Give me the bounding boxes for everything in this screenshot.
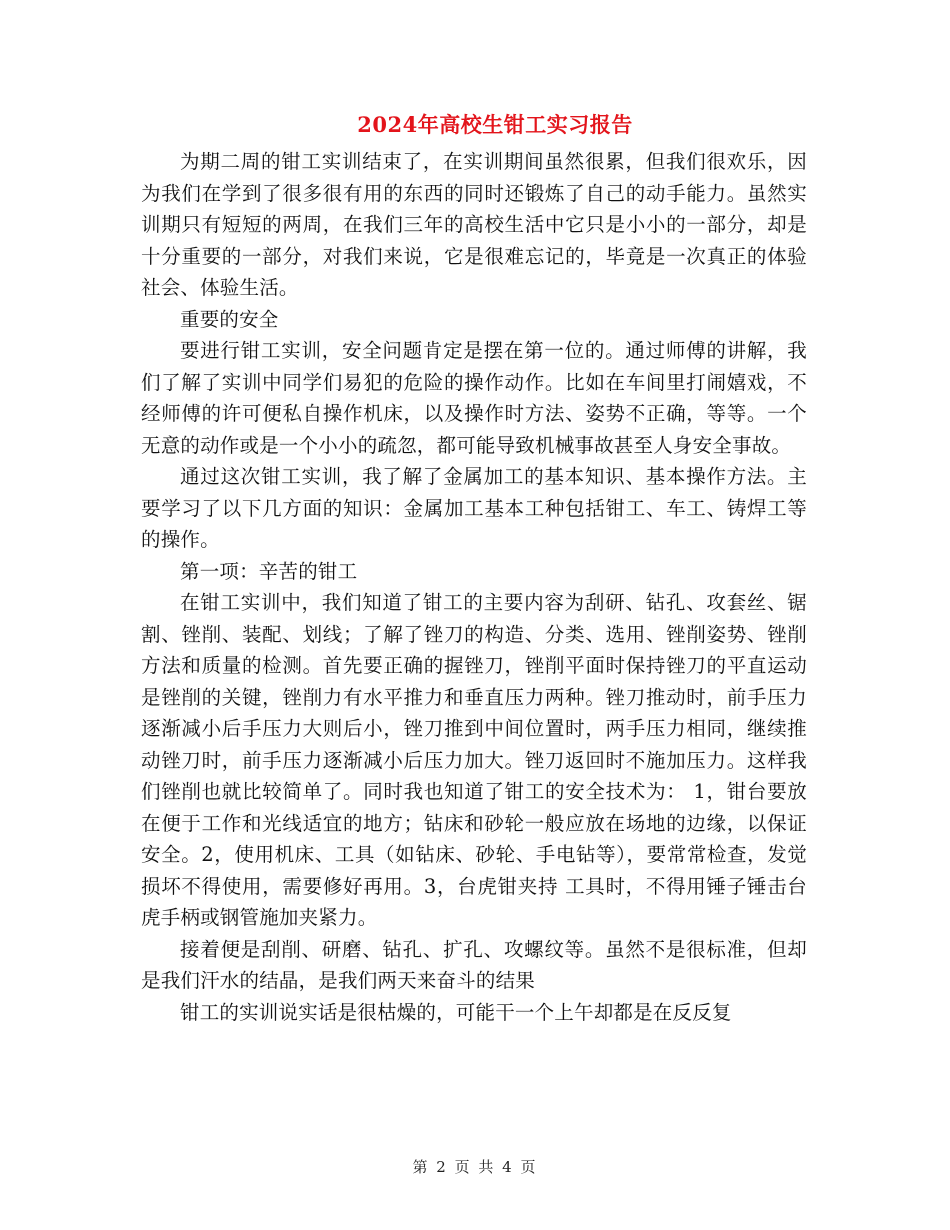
document-title: 2024年高校生钳工实习报告 (357, 112, 633, 137)
section-heading-safety: 重要的安全 (180, 307, 279, 331)
paragraph-fitter: 在钳工实训中，我们知道了钳工的主要内容为刮研、钻孔、攻套丝、锯割、锉削、装配、划线；了解了锉刀的构造、分类、选用、锉削姿势、锉削方法和质量的检测。首先要正确的握锉刀，锉削平面时保持锉刀的平直运动是锉削的关键，锉削力有水平推力和垂直压力两种。锉刀推动时，前手压力逐渐减小后手压力大则后小，锉刀推到中间位置时，两手压力相同，继续推动锉刀时，前手压力逐渐减小后压力加大。锉刀返回时不施加压力。这样我们锉削也就比较简单了。同时我也知道了钳工的安全技术为： 1，钳台要放在便于工作和光线适宜的地方；钻床和砂轮一般应放在场地的边缘，以保证安全。2，使用机床、工具（如钻床、砂轮、手电钻等），要常常检查，发觉损坏不得使用，需要修好再用。3，台虎钳夹持 工具时，不得用锤子锤击台虎手柄或钢管施加夹紧力。 (141, 591, 807, 929)
document-body (141, 146, 807, 1028)
paragraph-safety: 要进行钳工实训，安全问题肯定是摆在第一位的。通过师傅的讲解，我们了解了实训中同学们易犯的危险的操作动作。比如在车间里打闹嬉戏，不经师傅的许可便私自操作机床，以及操作时方法、姿势不正确，等等。一个无意的动作或是一个小小的疏忽，都可能导致机械事故甚至人身安全事故。 (141, 339, 807, 457)
section-heading-fitter: 第一项：辛苦的钳工 (180, 559, 358, 583)
page-footer: 第 2 页 共 4 页 (412, 1158, 538, 1176)
paragraph-intro: 为期二周的钳工实训结束了，在实训期间虽然很累，但我们很欢乐，因为我们在学到了很多很有用的东西的同时还锻炼了自己的动手能力。虽然实训期只有短短的两周，在我们三年的高校生活中它只是小小的一部分，却是十分重要的一部分，对我们来说，它是很难忘记的，毕竟是一次真正的体验社会、体验生活。 (141, 150, 807, 299)
paragraph-knowledge: 通过这次钳工实训，我了解了金属加工的基本知识、基本操作方法。主要学习了以下几方面的知识：金属加工基本工种包括钳工、车工、铸焊工等的操作。 (141, 465, 807, 551)
paragraph-scraping: 接着便是刮削、研磨、钻孔、扩孔、攻螺纹等。虽然不是很标准，但却是我们汗水的结晶，是我们两天来奋斗的结果 (141, 937, 807, 992)
paragraph-boring: 钳工的实训说实话是很枯燥的，可能干一个上午却都是在反反复 (180, 1000, 732, 1024)
